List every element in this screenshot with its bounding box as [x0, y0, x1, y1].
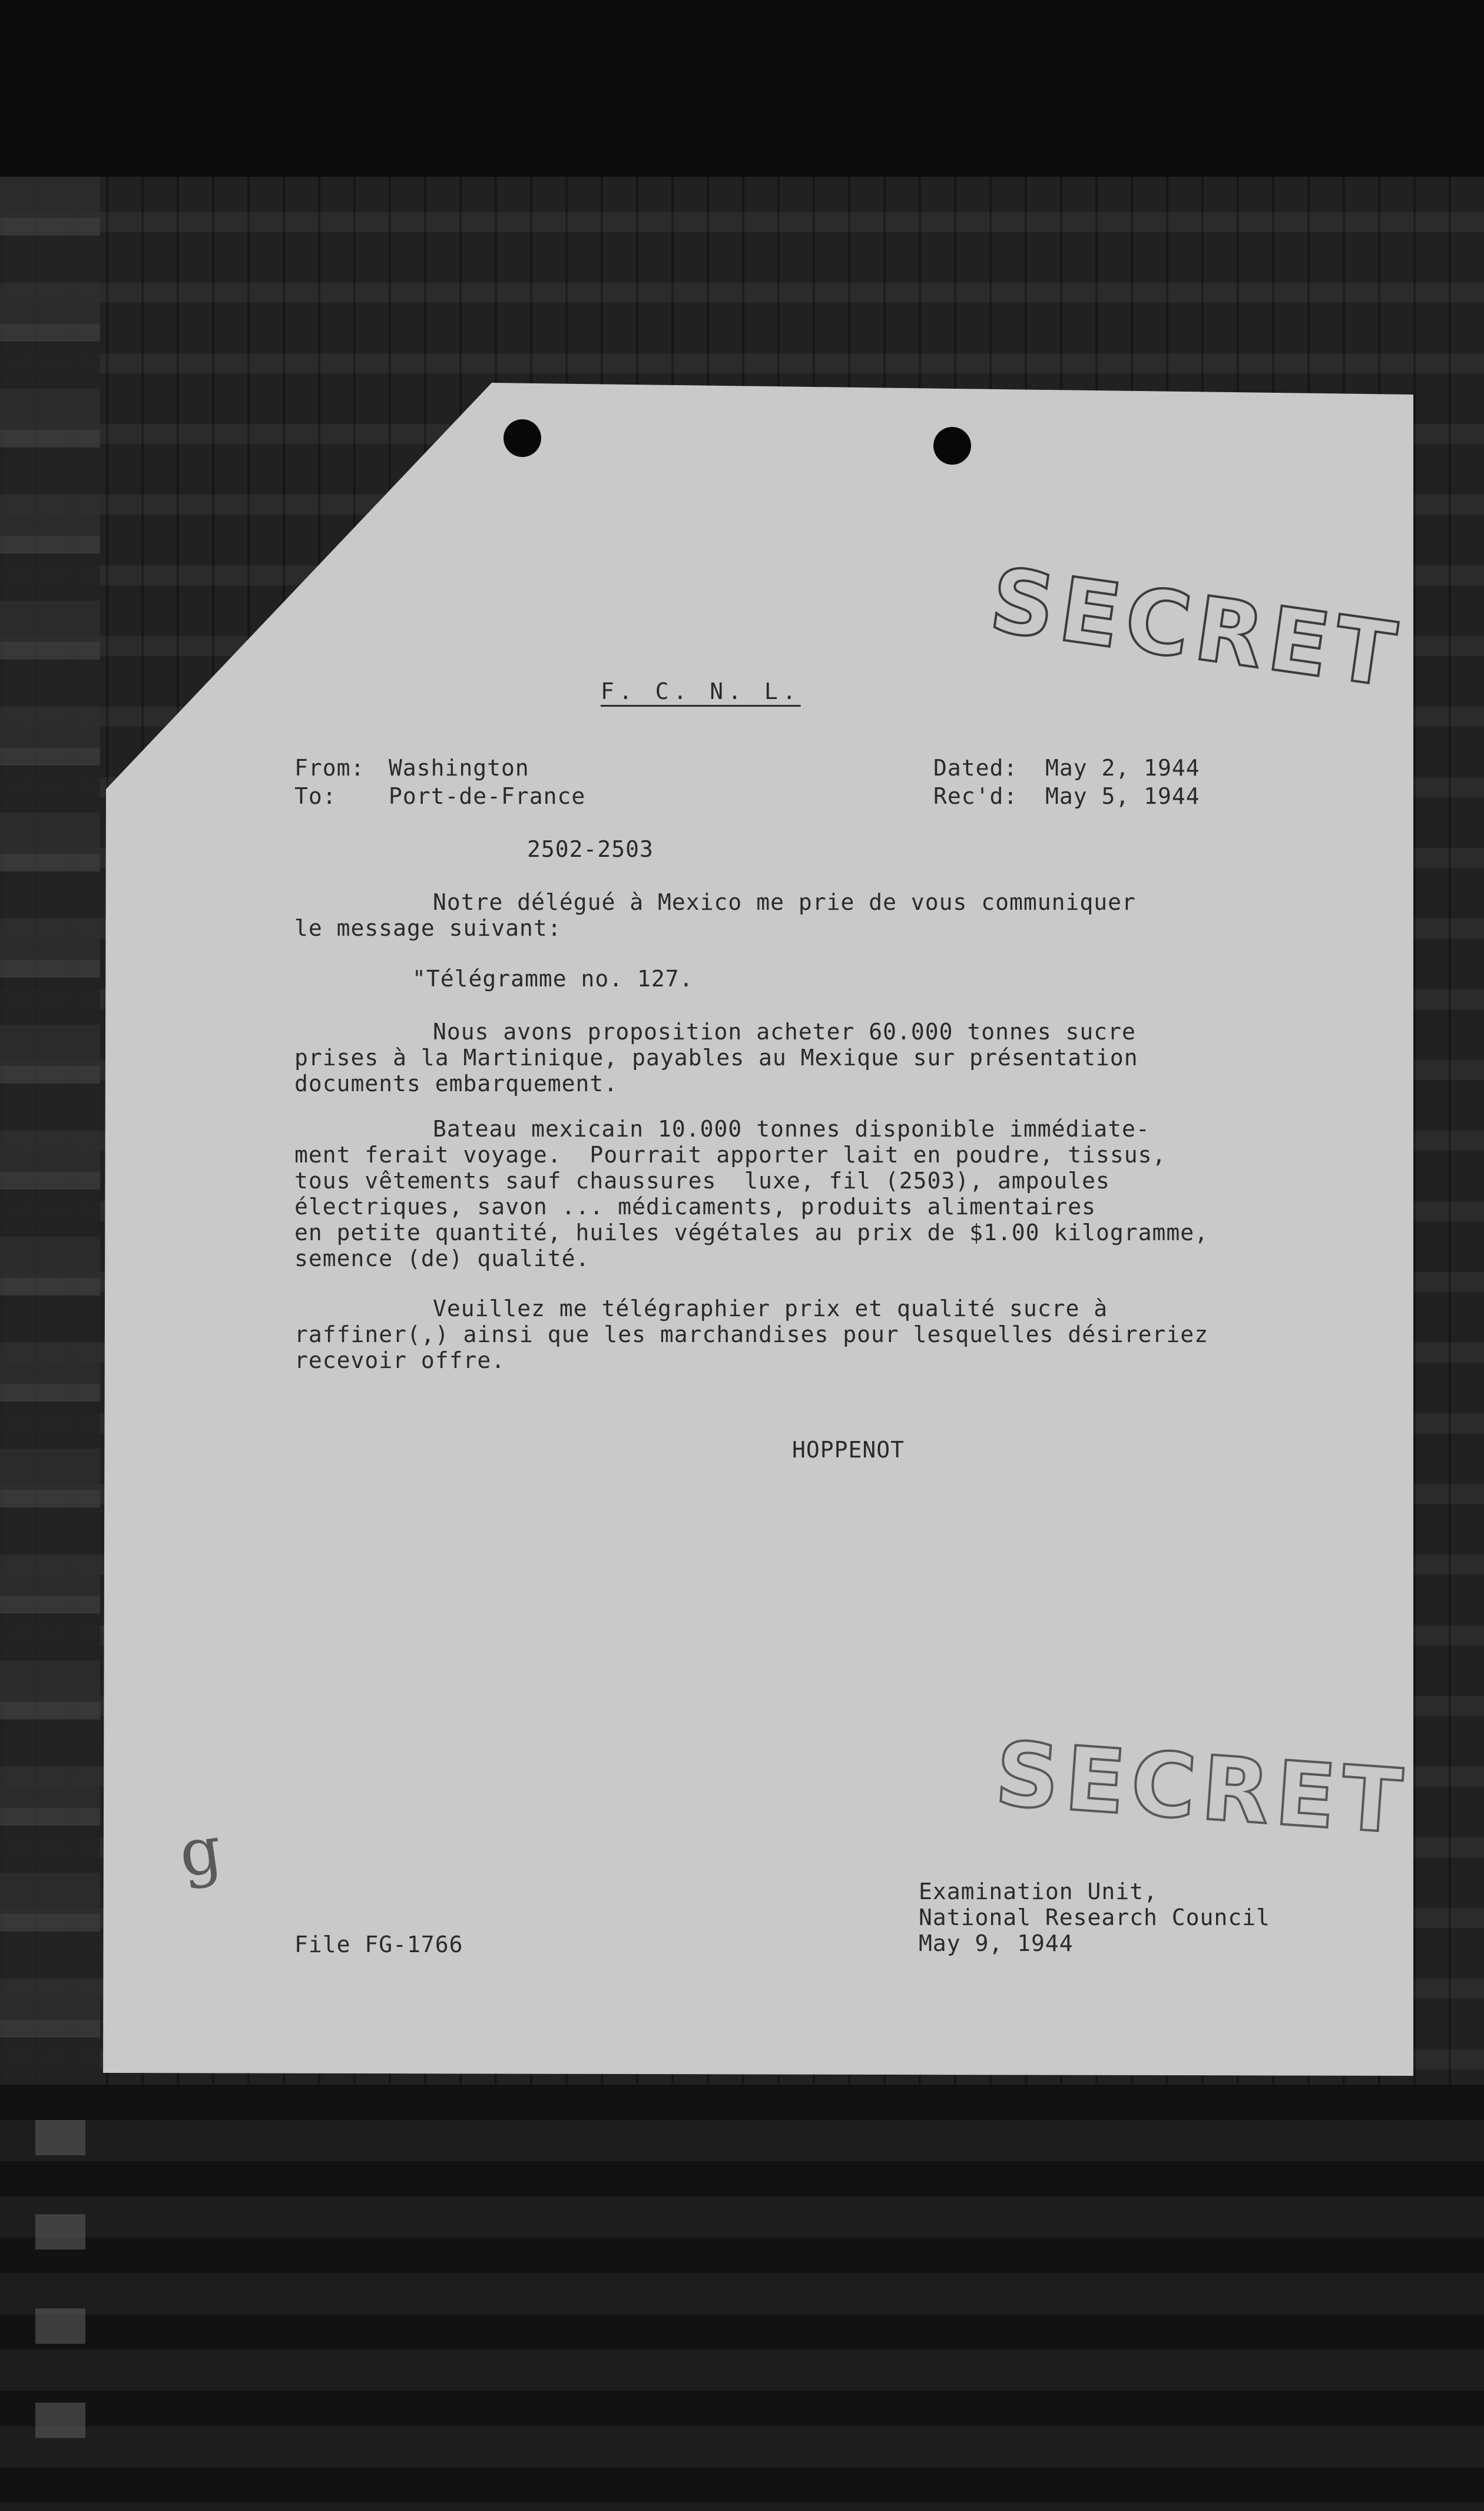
document-header-code: F. C. N. L.: [601, 678, 801, 704]
text-line: tous vêtements sauf chaussures luxe, fil (2503), ampoules: [294, 1168, 1110, 1194]
text-line: Notre délégué à Mexico me prie de vous communiquer: [433, 889, 1136, 915]
received-value: May 5, 1944: [1045, 783, 1200, 809]
text-line: Bateau mexicain 10.000 tonnes disponible immédiate-: [433, 1116, 1150, 1142]
sprocket-hole: [35, 2308, 85, 2344]
text-line: prises à la Martinique, payables au Mexique sur présentation: [294, 1045, 1138, 1071]
examiner-block: [919, 1879, 1270, 1956]
text-line: documents embarquement.: [294, 1071, 618, 1097]
secret-stamp: SECRET: [992, 1722, 1412, 1854]
text-line: en petite quantité, huiles végétales au prix de $1.00 kilogramme,: [294, 1220, 1209, 1245]
text-line: recevoir offre.: [294, 1347, 506, 1373]
dated-value: May 2, 1944: [1045, 755, 1200, 781]
dated-label: Dated:: [933, 755, 1018, 781]
punch-hole: [504, 419, 541, 457]
punch-hole: [933, 427, 971, 465]
text-line: Veuillez me télégraphier prix et qualité sucre à: [433, 1296, 1108, 1321]
received-label: Rec'd:: [933, 783, 1018, 809]
paragraph-proposition: [294, 1019, 1138, 1097]
film-bottom-edge: [0, 2085, 1484, 2511]
text-line: Examination Unit,: [919, 1879, 1158, 1904]
text-line: May 9, 1944: [919, 1930, 1074, 1956]
text-line: raffiner(,) ainsi que les marchandises pour lesquelles désireriez: [294, 1321, 1209, 1347]
signature: HOPPENOT: [792, 1437, 905, 1463]
telegram-number: [412, 966, 694, 992]
text-line: Nous avons proposition acheter 60.000 tonnes sucre: [433, 1019, 1136, 1045]
handwritten-mark: g: [174, 1811, 226, 1892]
paragraph-request: [294, 1296, 1208, 1373]
from-label: From:: [294, 755, 365, 781]
film-top-band: [0, 0, 1484, 177]
to-value: Port-de-France: [389, 783, 586, 809]
sprocket-hole: [35, 2120, 85, 2155]
secret-stamp: SECRET: [984, 549, 1407, 708]
text-line: "Télégramme no. 127.: [412, 966, 694, 992]
sprocket-hole: [35, 2214, 85, 2250]
text-line: ment ferait voyage. Pourrait apporter lait en poudre, tissus,: [294, 1142, 1167, 1168]
to-label: To:: [294, 783, 337, 809]
text-line: le message suivant:: [294, 915, 562, 941]
text-line: semence (de) qualité.: [294, 1245, 590, 1271]
from-value: Washington: [389, 755, 529, 781]
file-reference: File FG-1766: [294, 1932, 463, 1957]
paragraph-ship: [294, 1116, 1208, 1271]
paragraph-intro: [294, 889, 1136, 941]
text-line: électriques, savon ... médicaments, produits alimentaires: [294, 1194, 1097, 1220]
sprocket-hole: [35, 2403, 85, 2438]
message-number: 2502-2503: [527, 836, 654, 862]
text-line: National Research Council: [919, 1904, 1270, 1930]
